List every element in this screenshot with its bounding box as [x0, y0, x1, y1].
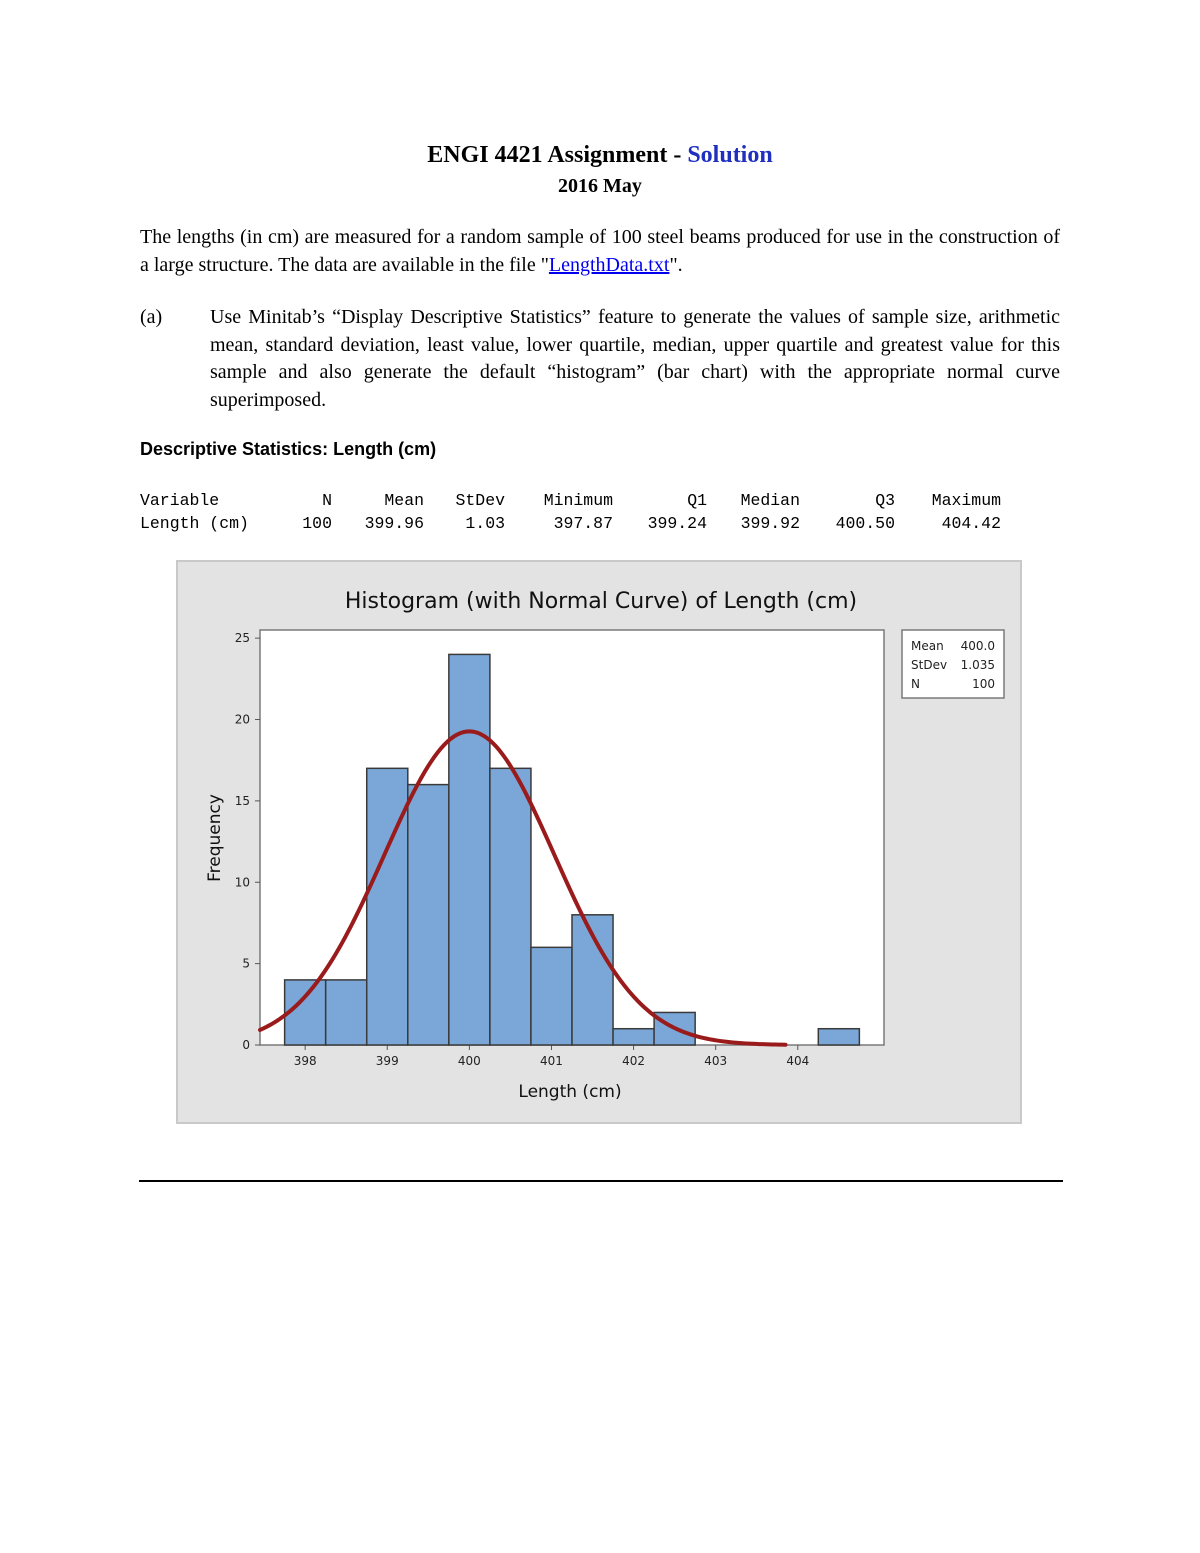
- y-axis-label: Frequency: [205, 794, 225, 882]
- histogram-bar: [408, 785, 449, 1045]
- stats-header-row: [140, 489, 1001, 512]
- stats-header-cell: Maximum: [931, 491, 1001, 510]
- stats-heading: Descriptive Statistics: Length (cm): [140, 439, 437, 459]
- x-tick-label: 403: [704, 1054, 728, 1068]
- stats-value-cell: 404.42: [941, 514, 1001, 533]
- stats-header-cell: Q1: [687, 491, 707, 510]
- stats-value-cell: 1.03: [465, 514, 505, 533]
- stats-legend: [902, 630, 1004, 698]
- stats-header-cell: Mean: [384, 491, 424, 510]
- x-axis: [294, 1045, 810, 1068]
- histogram-bar: [490, 768, 531, 1045]
- legend-label: StDev: [911, 658, 948, 672]
- histogram-chart: [176, 560, 1022, 1124]
- histogram-svg: [178, 562, 1020, 1122]
- histogram-bar: [326, 980, 367, 1045]
- stats-value-cell: Length (cm): [140, 514, 249, 533]
- stats-table: [140, 489, 1001, 535]
- stats-value-cell: 399.92: [740, 514, 800, 533]
- intro-text: The lengths (in cm) are measured for a random sample of 100 steel beams produced for use in the construction of a large structure. The data are available in the file ": [140, 226, 1060, 276]
- y-tick-label: 25: [234, 631, 250, 646]
- chart-title: Histogram (with Normal Curve) of Length (cm): [344, 589, 858, 614]
- y-tick-label: 5: [242, 956, 250, 971]
- y-tick-label: 20: [234, 712, 250, 727]
- stats-value-cell: 399.96: [364, 514, 424, 533]
- document-title: [0, 142, 1200, 169]
- part-a-text: Use Minitab’s “Display Descriptive Statistics” feature to generate the values of sample size, arithmetic mean, standard deviation, least value, lower quartile, median, upper quartile and greatest value for this sample and also generate the default “histogram” (bar chart) with the appropriate normal curve superimposed.: [210, 306, 1060, 411]
- data-file-link[interactable]: LengthData.txt: [548, 253, 670, 276]
- y-tick-label: 10: [234, 875, 250, 890]
- intro-text-end: ".: [669, 253, 683, 276]
- stats-value-cell: 399.24: [647, 514, 707, 533]
- y-tick-label: 0: [242, 1038, 250, 1052]
- legend-label: Mean: [911, 639, 944, 653]
- x-tick-label: 400: [457, 1054, 481, 1068]
- stats-value-cell: 397.87: [553, 514, 613, 533]
- histogram-bar: [613, 1029, 654, 1045]
- x-axis-label: Length (cm): [518, 1082, 622, 1102]
- histogram-bar: [531, 947, 572, 1045]
- y-axis: [235, 631, 260, 1052]
- stats-header-cell: StDev: [455, 491, 505, 510]
- section-divider: [139, 1180, 1063, 1182]
- legend-value: 1.035: [960, 658, 995, 672]
- x-tick-label: 399: [375, 1054, 399, 1068]
- stats-value-row: [140, 512, 1001, 535]
- stats-header-cell: Minimum: [543, 491, 613, 510]
- y-tick-label: 15: [234, 793, 250, 808]
- stats-header-cell: Median: [740, 491, 800, 510]
- x-tick-label: 401: [540, 1054, 563, 1068]
- intro-paragraph: [140, 224, 1060, 279]
- x-tick-label: 404: [786, 1054, 810, 1068]
- title-main: ENGI 4421 Assignment -: [427, 142, 688, 168]
- histogram-bar: [818, 1029, 859, 1045]
- histogram-bar: [449, 654, 490, 1045]
- part-a-label: (a): [140, 306, 163, 328]
- stats-header-cell: N: [322, 491, 332, 510]
- title-accent: Solution: [687, 142, 773, 168]
- stats-value-cell: 100: [302, 514, 332, 533]
- x-tick-label: 402: [622, 1054, 646, 1068]
- stats-header-cell: Q3: [875, 491, 895, 510]
- legend-label: N: [911, 677, 920, 691]
- legend-value: 100: [972, 677, 995, 691]
- histogram-bar: [367, 768, 408, 1045]
- stats-value-cell: 400.50: [835, 514, 895, 533]
- stats-header-cell: Variable: [140, 491, 220, 510]
- legend-value: 400.0: [960, 639, 995, 653]
- document-date: 2016 May: [558, 175, 642, 197]
- x-tick-label: 398: [293, 1054, 317, 1068]
